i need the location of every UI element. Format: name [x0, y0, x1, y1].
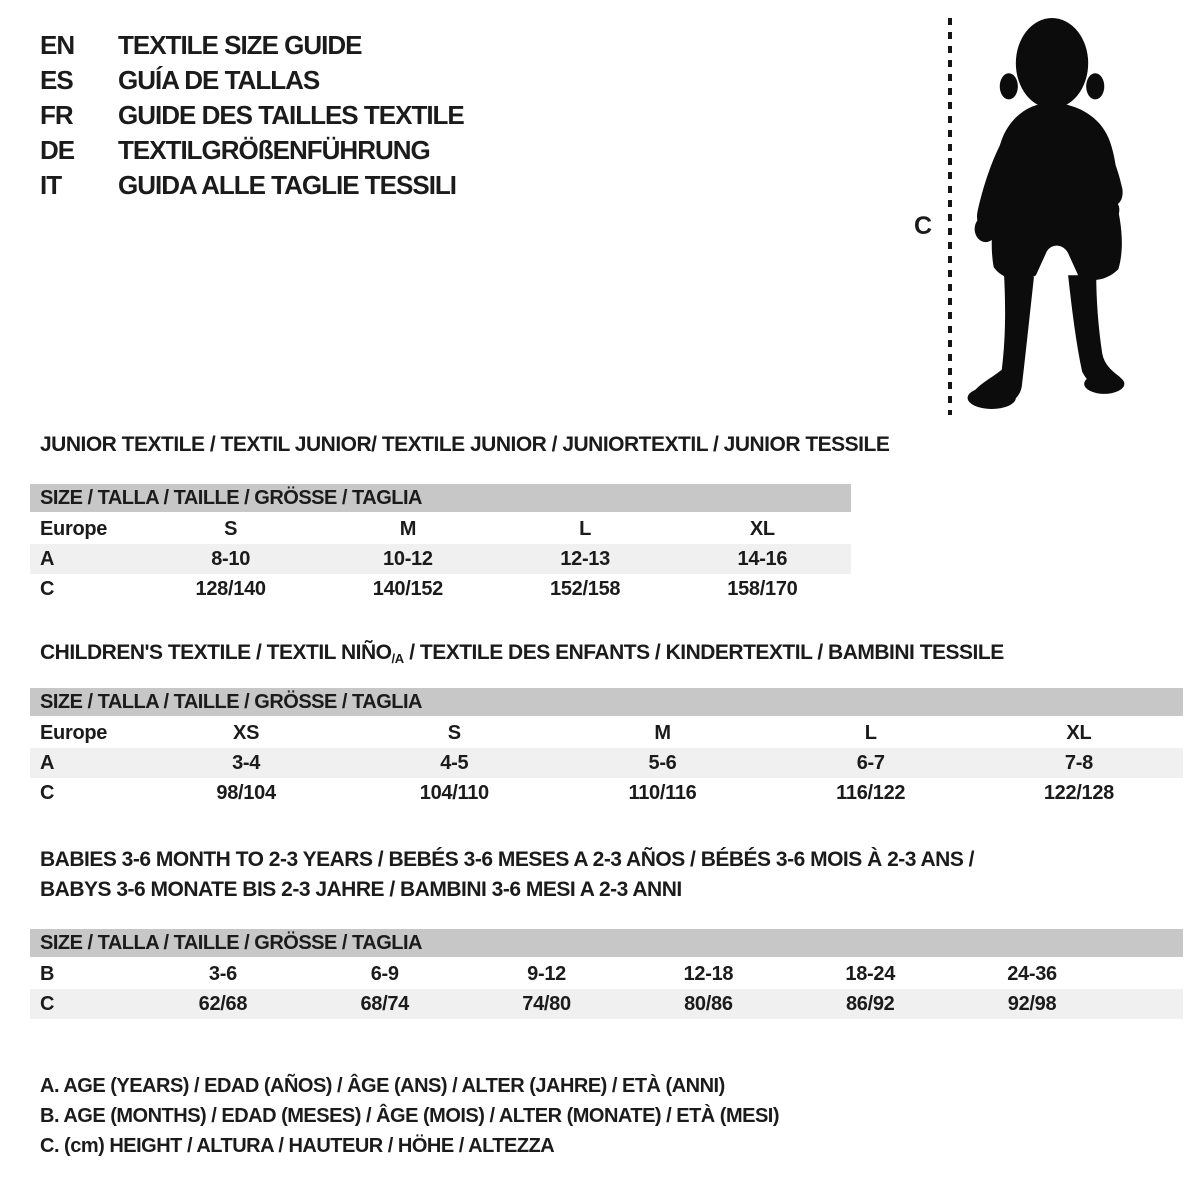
- age-cell: 3-6: [208, 962, 237, 985]
- language-row-it: [40, 168, 464, 203]
- children-heading-pre: CHILDREN'S TEXTILE / TEXTIL NIÑO: [40, 641, 392, 664]
- age-cell: 9-12: [527, 962, 566, 985]
- size-cell: M: [399, 517, 417, 540]
- size-cell: XL: [749, 517, 775, 540]
- row-label: C: [40, 577, 55, 600]
- height-cell: 140/152: [372, 577, 443, 600]
- height-measure-label: C: [914, 212, 933, 240]
- guide-title-es: GUÍA DE TALLAS: [118, 65, 320, 95]
- row-label: C: [40, 992, 55, 1015]
- table-row-europe: [30, 718, 1183, 748]
- children-section-heading: [40, 641, 1004, 666]
- language-code: EN: [40, 30, 75, 60]
- age-cell: 3-4: [232, 751, 261, 774]
- guide-title-de: TEXTILGRÖßENFÜHRUNG: [118, 135, 430, 165]
- height-cell: 86/92: [845, 992, 895, 1015]
- row-label: A: [40, 751, 55, 774]
- language-header: [40, 28, 464, 203]
- size-cell: L: [579, 517, 592, 540]
- age-cell: 12-13: [560, 547, 610, 570]
- children-size-table: [30, 688, 1183, 808]
- junior-section-heading: JUNIOR TEXTILE / TEXTIL JUNIOR/ TEXTILE JUNIOR / JUNIORTEXTIL / JUNIOR TESSILE: [40, 433, 890, 456]
- junior-size-table: [30, 484, 851, 604]
- table-row-age: [30, 748, 1183, 778]
- height-measure-dashed-line: [948, 18, 952, 415]
- table-row-europe: [30, 514, 851, 544]
- size-header-bar: SIZE / TALLA / TAILLE / GRÖSSE / TAGLIA: [30, 929, 1183, 957]
- age-cell: 10-12: [383, 547, 433, 570]
- size-header-bar: SIZE / TALLA / TAILLE / GRÖSSE / TAGLIA: [30, 484, 851, 512]
- language-row-en: [40, 28, 464, 63]
- babies-size-table: [30, 929, 1183, 1019]
- row-label: Europe: [40, 517, 108, 540]
- height-cell: 110/116: [628, 781, 697, 804]
- height-cell: 68/74: [360, 992, 410, 1015]
- height-cell: 104/110: [419, 781, 489, 804]
- size-cell: L: [864, 721, 877, 744]
- age-cell: 18-24: [845, 962, 896, 985]
- children-heading-sub: /A: [391, 651, 404, 666]
- height-cell: 62/68: [198, 992, 248, 1015]
- age-cell: 24-36: [1007, 962, 1057, 985]
- size-cell: S: [447, 721, 461, 744]
- table-row-height: [30, 574, 851, 604]
- language-row-es: [40, 63, 464, 98]
- age-cell: 4-5: [440, 751, 469, 774]
- age-cell: 14-16: [737, 547, 788, 570]
- footnotes: [40, 1071, 779, 1161]
- guide-title-fr: GUIDE DES TAILLES TEXTILE: [118, 100, 464, 130]
- table-row-height: [30, 778, 1183, 808]
- language-row-fr: [40, 98, 464, 133]
- height-cell: 80/86: [684, 992, 733, 1015]
- size-cell: XL: [1066, 721, 1092, 744]
- height-cell: 116/122: [836, 781, 906, 804]
- footnote-a: A. AGE (YEARS) / EDAD (AÑOS) / ÂGE (ANS) / ALTER (JAHRE) / ETÀ (ANNI): [40, 1075, 725, 1097]
- footnote-b: B. AGE (MONTHS) / EDAD (MESES) / ÂGE (MOIS) / ALTER (MONATE) / ETÀ (MESI): [40, 1105, 780, 1127]
- row-label: A: [40, 547, 55, 570]
- babies-section-heading: [40, 845, 974, 905]
- age-cell: 7-8: [1064, 751, 1093, 774]
- size-cell: M: [654, 721, 671, 744]
- table-row-age: [30, 544, 851, 574]
- language-row-de: [40, 133, 464, 168]
- language-code: DE: [40, 135, 75, 165]
- language-code: FR: [40, 100, 73, 130]
- size-header-bar: SIZE / TALLA / TAILLE / GRÖSSE / TAGLIA: [30, 688, 1183, 716]
- babies-heading-line2: BABYS 3-6 MONATE BIS 2-3 JAHRE / BAMBINI 3-6 MESI A 2-3 ANNI: [40, 878, 682, 901]
- age-cell: 8-10: [211, 547, 251, 570]
- guide-title-en: TEXTILE SIZE GUIDE: [118, 30, 362, 60]
- age-cell: 12-18: [683, 962, 734, 985]
- children-heading-post: / TEXTILE DES ENFANTS / KINDERTEXTIL / BAMBINI TESSILE: [403, 641, 1004, 664]
- height-cell: 128/140: [195, 577, 266, 600]
- table-row-age-months: [30, 959, 1183, 989]
- row-label: B: [40, 962, 55, 985]
- height-cell: 122/128: [1043, 781, 1115, 804]
- age-cell: 6-9: [370, 962, 399, 985]
- size-cell: XS: [233, 721, 260, 744]
- toddler-silhouette-icon: [963, 16, 1135, 418]
- age-cell: 6-7: [856, 751, 885, 774]
- language-code: IT: [40, 170, 62, 200]
- age-cell: 5-6: [648, 751, 677, 774]
- height-cell: 98/104: [216, 781, 276, 804]
- height-cell: 74/80: [522, 992, 571, 1015]
- babies-heading-line1: BABIES 3-6 MONTH TO 2-3 YEARS / BEBÉS 3-6 MESES A 2-3 AÑOS / BÉBÉS 3-6 MOIS À 2-3 ANS /: [40, 848, 975, 871]
- footnote-c: C. (cm) HEIGHT / ALTURA / HAUTEUR / HÖHE / ALTEZZA: [40, 1135, 555, 1157]
- height-cell: 92/98: [1007, 992, 1057, 1015]
- guide-title-it: GUIDA ALLE TAGLIE TESSILI: [118, 170, 457, 200]
- language-code: ES: [40, 65, 73, 95]
- table-row-height: [30, 989, 1183, 1019]
- row-label: Europe: [40, 721, 108, 744]
- size-cell: S: [224, 517, 238, 540]
- height-cell: 152/158: [550, 577, 621, 600]
- row-label: C: [40, 781, 55, 804]
- height-cell: 158/170: [727, 577, 798, 600]
